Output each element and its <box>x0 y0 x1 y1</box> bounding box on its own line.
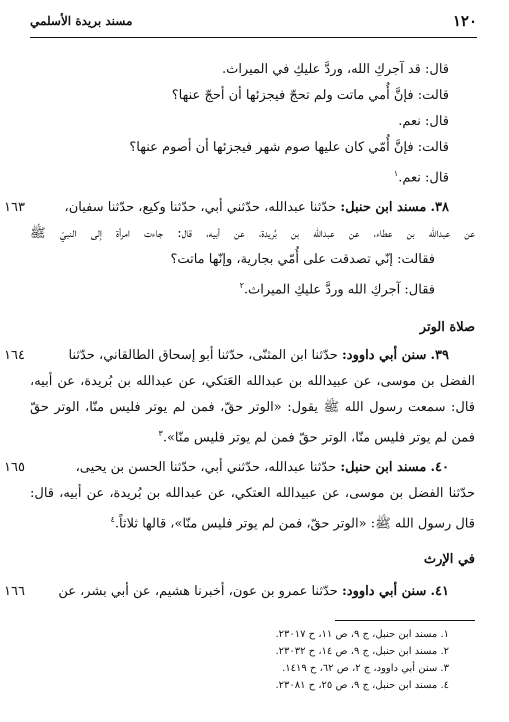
margin-number: ١٦٤ <box>4 348 25 363</box>
hadith-line: ٣٨. مسند ابن حنبل: حدّثنا عبدالله، حدّثني أبي، حدّثنا وكيع، حدّثنا سفيان، <box>64 200 449 215</box>
hadith-source: سنن أبي داوود: <box>341 348 427 363</box>
hadith-number: ٣٩. <box>430 348 449 363</box>
hadith-source: مسند ابن حنبل: <box>340 200 427 215</box>
hadith-line: حدّثنا الفضل بن موسى، عن عبيدالله العتكي، عن عبدالله بن بُريدة، عن أبيه، قال: <box>30 486 475 501</box>
hadith-number: ٤١. <box>430 584 449 599</box>
footnote-rule <box>335 620 475 621</box>
text-line: قال: قد آجركِ الله، وردَّ عليكِ في الميراث. <box>221 62 449 77</box>
page-number: ١٢٠ <box>452 12 477 30</box>
page-header <box>30 12 477 34</box>
footnote: ٤. مسند ابن حنبل، ج ٩، ص ٢٥، ح ٢٣٠٨١. <box>275 680 449 691</box>
footnote-ref: ١ <box>393 169 399 178</box>
text-line: قالت: فإنَّ أُمي ماتت ولم تحجّ فيجزئها أن أحجّ عنها؟ <box>171 88 449 103</box>
text-line: قالت: فإنَّ أُمّي كان عليها صوم شهر فيجزئها أن أصوم عنها؟ <box>129 140 449 155</box>
hadith-source: سنن أبي داوود: <box>341 584 427 599</box>
footnote: ٢. مسند ابن حنبل، ج ٩، ص ١٤، ح ٢٣٠٣٢. <box>275 646 449 657</box>
running-title: مسند بريدة الأسلمي <box>30 14 133 28</box>
text-line: قال: نعم.$^١$ <box>393 169 449 186</box>
footnote: ٣. سنن أبي داوود، ج ٢، ص ٦٢، ح ١٤١٩. <box>282 663 449 674</box>
footnote: ١. مسند ابن حنبل، ج ٩، ص ١١، ح ٢٣٠١٧. <box>275 629 449 640</box>
margin-number: ١٦٥ <box>4 460 25 475</box>
hadith-line: فقال: آجركِ الله وردَّ عليكِ الميراث.$^٢$ <box>239 281 435 298</box>
margin-number: ١٦٦ <box>4 584 25 599</box>
hadith-line: قال رسول الله ﷺ: «الوتر حقّ، فمن لم يوتر فليس منّا»، قالها ثلاثاً.$^٤$ <box>110 515 475 532</box>
hadith-line: قال: سمعت رسول الله ﷺ يقول: «الوتر حقّ، فمن لم يوتر فليس منّا، الوتر حقّ <box>30 400 475 415</box>
section-heading: في الإرث <box>423 552 475 567</box>
hadith-source: مسند ابن حنبل: <box>340 460 427 475</box>
hadith-number: ٤٠. <box>430 460 449 475</box>
text-line: قال: نعم. <box>398 114 449 129</box>
hadith-line: ٤٠. مسند ابن حنبل: حدّثنا عبدالله، حدّثني أبي، حدّثنا الحسن بن يحيى، <box>75 460 449 475</box>
hadith-line: فمن لم يوتر فليس منّا، الوتر حقّ فمن لم يوتر فليس منّا».$^٣$ <box>158 429 475 446</box>
footnote-ref: ٤ <box>110 515 115 524</box>
header-rule <box>30 37 477 38</box>
hadith-line: ٣٩. سنن أبي داوود: حدّثنا ابن المثنّى، حدّثنا أبو إسحاق الطالقاني، حدّثنا <box>68 348 449 363</box>
section-heading: صلاة الوتر <box>419 320 475 335</box>
hadith-line: ٤١. سنن أبي داوود: حدّثنا عمرو بن عون، أخبرنا هشيم، عن أبي بشر، عن <box>58 584 449 599</box>
hadith-number: ٣٨. <box>430 200 449 215</box>
hadith-line: الفضل بن موسى، عن عبيدالله بن عبدالله العَتكي، عن عبدالله بن بُريدة، عن أبيه، <box>30 374 475 389</box>
hadith-line: عن عبدالله بن عطاء، عن عبدالله بن بُريدة، عن أبيه، قال: جاءت امرأة إلى النبيّ ﷺ <box>30 226 475 241</box>
hadith-line: فقالت: إنّي تصدقت على أُمّي بجارية، وإنّها ماتت؟ <box>170 252 435 267</box>
footnote-ref: ٢ <box>239 281 244 290</box>
footnote-ref: ٣ <box>158 429 163 438</box>
margin-number: ١٦٣ <box>4 200 25 215</box>
